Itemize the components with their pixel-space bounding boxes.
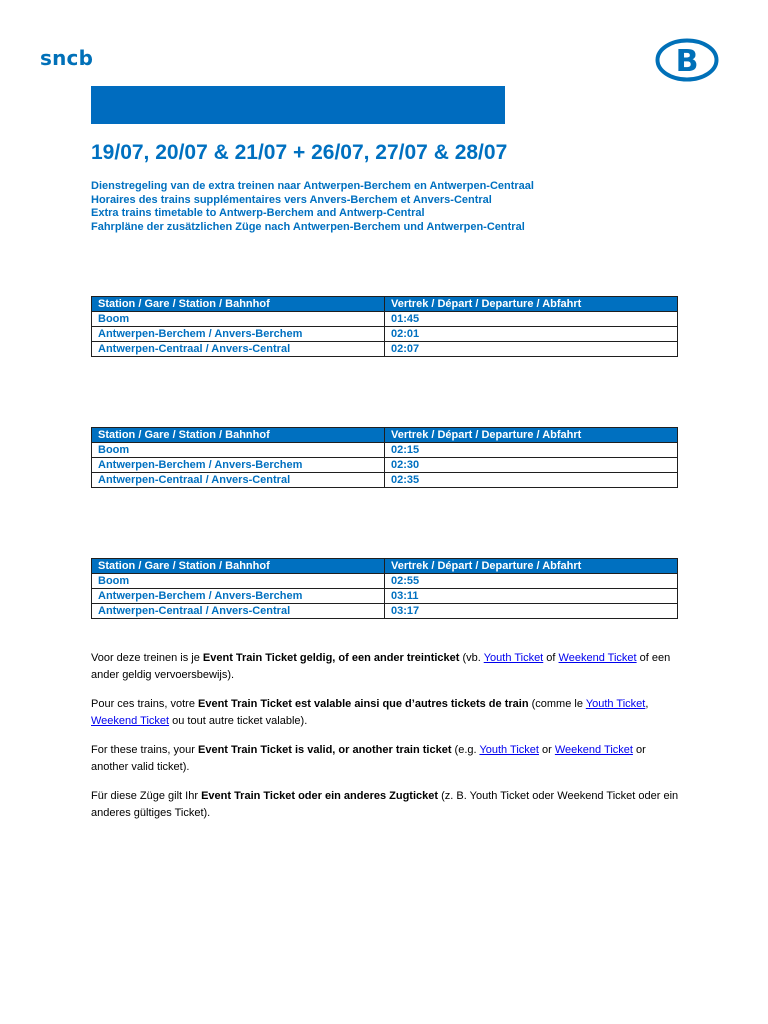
time-cell: 01:45 bbox=[385, 312, 678, 327]
time-cell: 02:01 bbox=[385, 327, 678, 342]
table-header-row bbox=[92, 559, 678, 574]
table-row bbox=[92, 458, 678, 473]
table-row bbox=[92, 589, 678, 604]
time-cell: 02:15 bbox=[385, 443, 678, 458]
note-de-emphasis: Event Train Ticket oder ein anderes Zugticket bbox=[201, 790, 439, 802]
sncb-b-logo-icon bbox=[655, 38, 719, 82]
departure-column-header: Vertrek / Départ / Departure / Abfahrt bbox=[385, 559, 678, 574]
weekend-ticket-link[interactable]: Weekend Ticket bbox=[558, 652, 637, 664]
ticket-validity-notes bbox=[91, 650, 681, 834]
subtitle-en: Extra trains timetable to Antwerp-Berchem and Antwerp-Central bbox=[91, 207, 425, 219]
weekend-ticket-link[interactable]: Weekend Ticket bbox=[91, 715, 170, 727]
title-banner bbox=[91, 86, 505, 124]
svg-text:B: B bbox=[675, 44, 699, 79]
table-header-row bbox=[92, 297, 678, 312]
table-row bbox=[92, 312, 678, 327]
time-cell: 03:11 bbox=[385, 589, 678, 604]
note-fr: Pour ces trains, votre Event Train Ticket est valable ainsi que d’autres tickets de train (comme le Youth Ticket, Weekend Ticket ou tout autre ticket valable). bbox=[91, 698, 649, 727]
time-cell: 02:30 bbox=[385, 458, 678, 473]
table-row bbox=[92, 443, 678, 458]
note-nl-emphasis: Event Train Ticket geldig, of een ander treinticket bbox=[202, 652, 460, 664]
station-cell: Antwerpen-Berchem / Anvers-Berchem bbox=[92, 458, 385, 473]
station-column-header: Station / Gare / Station / Bahnhof bbox=[92, 428, 385, 443]
table-row bbox=[92, 473, 678, 488]
youth-ticket-link[interactable]: Youth Ticket bbox=[483, 652, 544, 664]
station-cell: Boom bbox=[92, 443, 385, 458]
timetable-2 bbox=[91, 427, 678, 488]
note-de: Für diese Züge gilt Ihr Event Train Ticket oder ein anderes Zugticket (z. B. Youth Ticket oder Weekend Ticket oder ein anderes gültiges Ticket). bbox=[91, 790, 679, 819]
youth-ticket-link[interactable]: Youth Ticket bbox=[479, 744, 539, 756]
station-cell: Antwerpen-Centraal / Anvers-Central bbox=[92, 342, 385, 357]
timetable-1 bbox=[91, 296, 678, 357]
station-cell: Boom bbox=[92, 312, 385, 327]
subtitle-fr: Horaires des trains supplémentaires vers Anvers-Berchem et Anvers-Central bbox=[91, 193, 492, 206]
station-cell: Boom bbox=[92, 574, 385, 589]
note-fr-emphasis: Event Train Ticket est valable ainsi que d’autres tickets de train bbox=[198, 698, 529, 710]
station-column-header: Station / Gare / Station / Bahnhof bbox=[92, 559, 385, 574]
sncb-logo-text: sncb bbox=[40, 46, 94, 70]
table-row bbox=[92, 327, 678, 342]
timetable-subtitles bbox=[91, 180, 534, 234]
note-en-emphasis: Event Train Ticket is valid, or another train ticket bbox=[198, 744, 452, 756]
weekend-ticket-link[interactable]: Weekend Ticket bbox=[554, 744, 633, 756]
station-cell: Antwerpen-Berchem / Anvers-Berchem bbox=[92, 327, 385, 342]
station-cell: Antwerpen-Berchem / Anvers-Berchem bbox=[92, 589, 385, 604]
time-cell: 02:07 bbox=[385, 342, 678, 357]
time-cell: 02:35 bbox=[385, 473, 678, 488]
subtitle-de: Fahrpläne der zusätzlichen Züge nach Antwerpen-Berchem und Antwerpen-Central bbox=[91, 220, 525, 233]
table-row bbox=[92, 574, 678, 589]
time-cell: 03:17 bbox=[385, 604, 678, 619]
note-en: For these trains, your Event Train Ticket is valid, or another train ticket (e.g. Youth Ticket or Weekend Ticket or another valid ticket). bbox=[91, 744, 646, 773]
time-cell: 02:55 bbox=[385, 574, 678, 589]
table-header-row bbox=[92, 428, 678, 443]
event-dates-heading: 19/07, 20/07 & 21/07 + 26/07, 27/07 & 28/07 bbox=[91, 141, 508, 164]
station-column-header: Station / Gare / Station / Bahnhof bbox=[92, 297, 385, 312]
table-row bbox=[92, 342, 678, 357]
station-cell: Antwerpen-Centraal / Anvers-Central bbox=[92, 604, 385, 619]
station-cell: Antwerpen-Centraal / Anvers-Central bbox=[92, 473, 385, 488]
timetable-3 bbox=[91, 558, 678, 619]
note-nl: Voor deze treinen is je Event Train Ticket geldig, of een ander treinticket (vb. Youth Ticket of Weekend Ticket of een ander geldig vervoersbewijs). bbox=[91, 652, 671, 681]
departure-column-header: Vertrek / Départ / Departure / Abfahrt bbox=[385, 428, 678, 443]
subtitle-nl: Dienstregeling van de extra treinen naar Antwerpen-Berchem en Antwerpen-Centraal bbox=[91, 180, 534, 192]
youth-ticket-link[interactable]: Youth Ticket bbox=[585, 698, 646, 710]
table-row bbox=[92, 604, 678, 619]
departure-column-header: Vertrek / Départ / Departure / Abfahrt bbox=[385, 297, 678, 312]
